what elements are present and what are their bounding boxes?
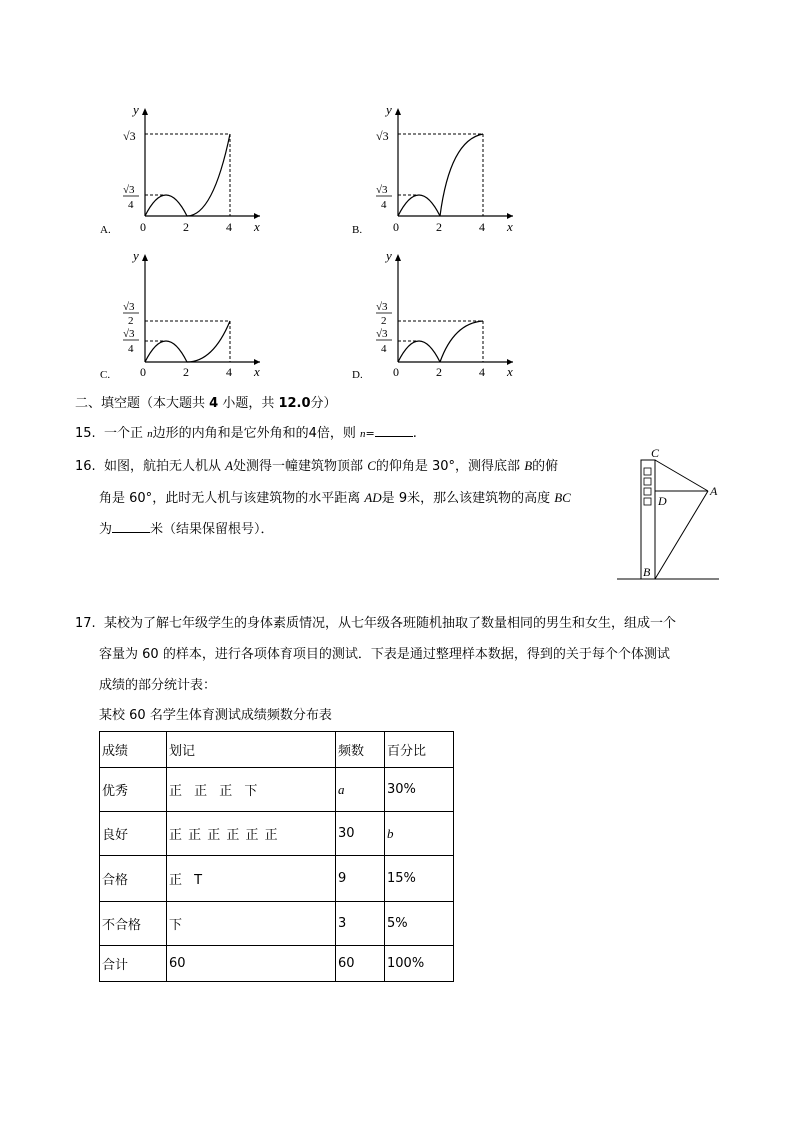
section-title-b: 小题，共 [218,396,279,411]
y-arrow-icon [142,254,148,261]
window [644,498,651,505]
q16-l2b: ，此时无人机与该建筑物的水平距离 [152,491,365,506]
q15-eq: = [365,427,375,440]
q16-l2a: 角是 [99,491,130,506]
x-label: x [507,364,513,379]
q15-text-a: 一个正 [103,426,148,441]
curve-rise [440,321,483,362]
graph-b-svg [350,100,525,240]
q15-text-c: 倍，则 [316,426,361,441]
cell-grade: 良好 [100,812,167,856]
graph-c [95,248,270,383]
ytop-label: √3 [376,129,389,143]
caption-b: 名学生体育测试成绩频数分布表 [145,708,332,723]
section-score: 12.0 [278,396,311,411]
cell-grade: 不合格 [100,902,167,946]
ymid-den: 4 [381,199,387,211]
caption-n: 60 [129,708,146,723]
cell-tally: 下 [167,902,336,946]
graph-c-svg [95,248,270,383]
q16-ang1: 30° [432,459,456,474]
question-17-line3 [99,676,216,696]
ytop-num: √3 [376,301,388,313]
x2-label: 2 [436,365,442,379]
curve-arc [398,341,440,362]
q15-answer-blank[interactable] [375,424,413,437]
q17-size: 60 [142,647,159,662]
question-15 [75,424,417,444]
ymid-num: √3 [123,328,135,340]
window [644,488,651,495]
header-grade: 成绩 [100,732,167,768]
q16-number: 16. [75,459,96,474]
cell-grade: 合格 [100,856,167,902]
x-label: x [507,219,513,234]
q15-end: . [412,426,417,441]
cell-tally: 正 T [167,856,336,902]
cell-pct: 30% [385,768,454,812]
q16-l1e: 的俯 [532,459,559,474]
ytop-label: √3 [123,129,136,143]
section-title-c: 分） [310,396,337,411]
origin-label: 0 [140,220,146,234]
q16-C: C [367,458,376,473]
q17-l2a: 容量为 [99,647,143,662]
cell-pct: 100% [385,946,454,982]
q15-nvar: n [360,428,366,440]
cell-grade: 优秀 [100,768,167,812]
section-count: 4 [209,396,219,411]
q16-l1c: 的仰角是 [375,459,432,474]
curve-rise [187,134,230,216]
curve-arc [145,341,187,362]
q16-figure-svg [612,444,722,584]
q16-A: A [225,458,234,473]
x2-label: 2 [436,220,442,234]
section-title-a: 二、填空题（本大题共 [75,396,210,411]
ymid-num: √3 [123,184,135,196]
q15-number: 15. [75,426,96,441]
x2-label: 2 [183,220,189,234]
graph-d-svg [350,248,525,383]
y-arrow-icon [395,254,401,261]
label-D: D [658,494,667,508]
label-C: C [651,446,660,460]
question-16-line2 [99,488,571,509]
graph-a [95,100,270,240]
q16-figure [612,444,722,584]
x-label: x [254,364,260,379]
q17-l3: 成绩的部分统计表： [99,678,217,693]
y-label: y [386,102,392,117]
x4-label: 4 [226,220,232,234]
option-label: B. [352,224,363,236]
table-header-row [100,732,454,768]
q16-l2d: 米，那么该建筑物的高度 [407,491,555,506]
ymid-den: 4 [128,199,134,211]
question-17-line2 [99,645,670,665]
q16-dist: 9 [398,491,408,506]
ymid-den: 4 [381,343,387,355]
cell-freq: 3 [336,902,385,946]
option-label: A. [100,224,111,236]
table-row [100,768,454,812]
cell-tally: 正 正 正 下 [167,768,336,812]
label-A: A [710,484,718,498]
cell-freq: 60 [336,946,385,982]
window [644,468,651,475]
header-freq: 频数 [336,732,385,768]
q16-ang2: 60° [129,491,153,506]
line-AC [655,460,708,491]
ytop-num: √3 [123,301,135,313]
frequency-table [99,731,454,982]
table-row [100,812,454,856]
header-pct: 百分比 [385,732,454,768]
table-row [100,946,454,982]
question-16-line3 [99,520,274,540]
cell-freq: a [336,768,385,812]
origin-label: 0 [140,365,146,379]
q15-text-b: 边形的内角和是它外角和的 [152,426,309,441]
ytop-den: 2 [381,315,387,327]
y-arrow-icon [142,108,148,115]
q16-answer-blank[interactable] [112,520,150,533]
option-label: C. [100,369,111,381]
section-title [75,394,337,414]
caption-a: 某校 [99,708,130,723]
curve-rise [440,134,483,216]
graph-b [350,100,525,240]
graph-d [350,248,525,383]
q16-BC: BC [554,490,571,505]
header-tally: 划记 [167,732,336,768]
q17-number: 17. [75,616,96,631]
q16-AD: AD [364,490,382,505]
label-B: B [643,565,651,579]
q16-l3a: 为 [99,522,113,537]
table-row [100,856,454,902]
origin-label: 0 [393,220,399,234]
y-label: y [133,102,139,117]
curve-arc [145,195,187,216]
q17-l2b: 的样本，进行各项体育项目的测试．下表是通过整理样本数据，得到的关于每个个体测试 [158,647,670,662]
cell-pct: 5% [385,902,454,946]
ymid-num: √3 [376,184,388,196]
ytop-den: 2 [128,315,134,327]
cell-freq: 9 [336,856,385,902]
question-16-line1 [75,456,558,477]
window [644,478,651,485]
cell-pct: 15% [385,856,454,902]
q16-l1a: 如图，航拍无人机从 [103,459,226,474]
q16-B: B [524,458,533,473]
cell-freq: 30 [336,812,385,856]
y-label: y [133,248,139,263]
table-row [100,902,454,946]
q15-times: 4 [308,426,317,441]
table-caption [99,706,332,726]
x-label: x [254,219,260,234]
q16-l1d: ，测得底部 [455,459,525,474]
y-arrow-icon [395,108,401,115]
ymid-num: √3 [376,328,388,340]
cell-grade: 合计 [100,946,167,982]
question-17-line1 [75,614,676,634]
q16-l2c: 是 [381,491,399,506]
curve-arc [398,195,440,216]
x4-label: 4 [479,220,485,234]
x4-label: 4 [226,365,232,379]
cell-tally: 正 正 正 正 正 正 [167,812,336,856]
q16-l3b: 米（结果保留根号）． [150,522,274,537]
option-label: D. [352,369,363,381]
q16-l1b: 处测得一幢建筑物顶部 [233,459,368,474]
q17-l1: 某校为了解七年级学生的身体素质情况，从七年级各班随机抽取了数量相同的男生和女生，组成一个 [103,616,676,631]
q15-n: n [147,428,153,440]
cell-pct: b [385,812,454,856]
curve-rise [187,321,230,362]
x2-label: 2 [183,365,189,379]
origin-label: 0 [393,365,399,379]
x4-label: 4 [479,365,485,379]
graph-a-svg [95,100,270,240]
cell-tally: 60 [167,946,336,982]
ymid-den: 4 [128,343,134,355]
y-label: y [386,248,392,263]
